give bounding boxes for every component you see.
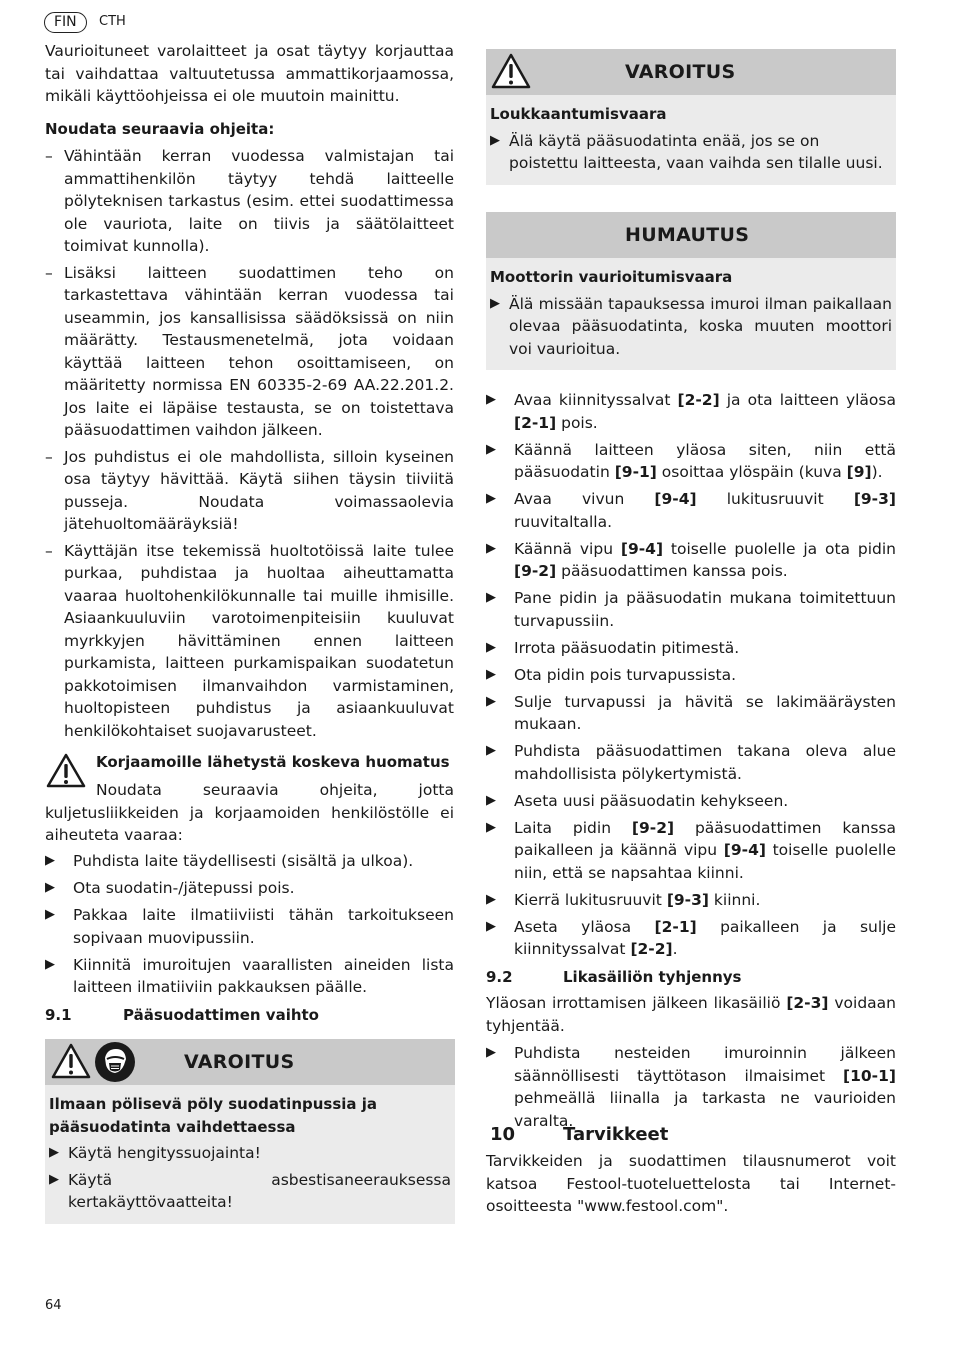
workshop-steps xyxy=(45,850,454,1003)
list-item: ▶ Käytä asbestisaneerauksessa kertakäyttövaatteita! xyxy=(49,1169,451,1214)
step-item: ▶ Laita pidin [9-2] pääsuodattimen kanssa paikalleen ja käännä vipu [9-4] toiselle puolelle niin, että se napsahtaa kiinni. xyxy=(486,817,896,885)
step-item: ▶ Puhdista nesteiden imuroinnin jälkeen säännöllisesti täyttötason ilmaisimet [10-1] pehmeällä liinalla ja tarkasta ne vaurioiden varalta. xyxy=(486,1042,896,1132)
step-item: ▶ Aseta uusi pääsuodatin kehykseen. xyxy=(486,790,896,813)
step-item: ▶ Kierrä lukitusruuvit [9-3] kiinni. xyxy=(486,889,896,912)
section-number: 10 xyxy=(490,1124,516,1145)
section-9-2-text: Yläosan irrottamisen jälkeen likasäiliö [2-3] voidaan tyhjentää. xyxy=(486,994,896,1035)
step-item: ▶ Käännä laitteen yläosa siten, niin että pääsuodatin [9-1] osoittaa ylöspäin (kuva [9]). xyxy=(486,439,896,484)
warning-triangle-icon xyxy=(50,1042,92,1082)
list-item: – Käyttäjän itse tekemissä huoltotöissä laite tulee purkaa, puhdistaa ja huoltaa aiheuttamatta vaaraa huoltohenkilökunnalle tai muille ihmisille. Asiaankuuluviin varotoimenpiteisiin kuuluvat myrkkyjen hävittäminen ennen laitteen purkamista, laitteen purkamispaikan suodatetun pakkotoimisen ilmanvaihdon varmistaminen, huoltopisteen puhdistus ja asiaankuuluvat henkilökohtaiset suojavarusteet. xyxy=(45,540,454,743)
step-item: ▶ Puhdista pääsuodattimen takana oleva alue mahdollisista pölykertymistä. xyxy=(486,740,896,785)
notice-box-body xyxy=(486,258,896,370)
step-item: ▶ Pane pidin ja pääsuodatin mukana toimitettuun turvapussiin. xyxy=(486,587,896,632)
list-item: ▶ Kiinnitä imuroitujen vaarallisten aineiden lista laitteen ilmatiiviin pakkauksen päälle. xyxy=(45,954,454,999)
warning-heading: Ilmaan pölisevä pöly suodatinpussia ja pääsuodatinta vaihdettaessa xyxy=(49,1095,378,1136)
notice-items xyxy=(490,293,892,361)
injury-warning-box xyxy=(486,49,896,185)
warning-items xyxy=(49,1142,451,1214)
warning-box-header xyxy=(45,1039,455,1085)
warning-box-body xyxy=(486,95,896,185)
step-item: ▶ Avaa kiinnityssalvat [2-2] ja ota laitteen yläosa [2-1] pois. xyxy=(486,389,896,434)
section-title: Tarvikkeet xyxy=(563,1124,669,1145)
section-number: 9.2 xyxy=(486,968,513,986)
list-item: ▶ Älä käytä pääsuodatinta enää, jos se on poistettu laitteesta, vaan vaihda sen tilalle uusi. xyxy=(490,130,892,175)
step-item: ▶ Aseta yläosa [2-1] paikalleen ja sulje kiinnityssalvat [2-2]. xyxy=(486,916,896,961)
intro-paragraph: Vaurioituneet varolaitteet ja osat täytyy korjauttaa tai vaihdattaa valtuutetussa ammattikorjaamossa, mikäli käyttöohjeissa ei ole muutoin mainittu. xyxy=(45,42,454,105)
warning-title: VAROITUS xyxy=(184,1051,295,1073)
workshop-text: Noudata seuraavia ohjeita, jotta kuljetusliikkeiden ja korjaamoiden henkilöstölle ei aiheuteta vaaraa: xyxy=(45,781,454,844)
warning-heading: Loukkaantumisvaara xyxy=(490,105,667,123)
section-title: Pääsuodattimen vaihto xyxy=(123,1006,319,1024)
motor-notice-box xyxy=(486,212,896,370)
section-heading-10 xyxy=(486,1123,900,1147)
language-badge: FIN xyxy=(44,12,87,33)
section-heading-9-2 xyxy=(486,966,896,989)
section-title: Likasäiliön tyhjennys xyxy=(563,968,742,986)
list-item: ▶ Ota suodatin-/jätepussi pois. xyxy=(45,877,454,900)
step-item: ▶ Sulje turvapussi ja hävitä se lakimääräysten mukaan. xyxy=(486,691,896,736)
warning-items xyxy=(490,130,892,175)
step-item: ▶ Irrota pääsuodatin pitimestä. xyxy=(486,637,896,660)
page-number: 64 xyxy=(45,1298,62,1313)
section-10-text: Tarvikkeiden ja suodattimen tilausnumerot voit katsoa Festool-tuoteluettelosta tai Internet-osoitteesta "www.festool.com". xyxy=(486,1152,896,1215)
list-item: – Jos puhdistus ei ole mahdollista, silloin kyseinen osa täytyy hävittää. Käytä siihen täysin tiiviitä pusseja. Noudata voimassaolevia jätehuoltomääräyksiä! xyxy=(45,446,454,536)
list-item: – Lisäksi laitteen suodattimen teho on tarkastettava vähintään kerran vuodessa tai useammin, jos kansallisissa säädöksissä on niin määrätty. Testausmenetelmä, jota voidaan käyttää laitteen tehon osoittamiseen, on määritetty normissa EN 60335-2-69 AA.22.201.2. Jos laite ei läpäise testausta, se on toistettava pääsuodattimen vaihdon jälkeen. xyxy=(45,262,454,442)
maintenance-list xyxy=(45,145,454,742)
section-heading-9-1 xyxy=(45,1004,454,1027)
notice-title: HUMAUTUS xyxy=(625,224,750,246)
list-item: ▶ Puhdista laite täydellisesti (sisältä ja ulkoa). xyxy=(45,850,454,873)
respiratory-warning-box xyxy=(45,1039,455,1224)
warning-box-body xyxy=(45,1085,455,1224)
model-label: CTH xyxy=(99,14,126,29)
workshop-heading: Korjaamoille lähetystä koskeva huomatus xyxy=(96,753,450,771)
notice-heading: Moottorin vaurioitumisvaara xyxy=(490,268,733,286)
warning-title: VAROITUS xyxy=(625,61,736,83)
follow-heading: Noudata seuraavia ohjeita: xyxy=(45,120,275,138)
section-number: 9.1 xyxy=(45,1006,72,1024)
respirator-mask-icon xyxy=(94,1041,136,1083)
step-item: ▶ Ota pidin pois turvapussista. xyxy=(486,664,896,687)
filter-change-steps xyxy=(486,389,896,965)
step-item: ▶ Avaa vivun [9-4] lukitusruuvit [9-3] ruuvitaltalla. xyxy=(486,488,896,533)
list-item: ▶ Pakkaa laite ilmatiiviisti tähän tarkoitukseen sopivaan muovipussiin. xyxy=(45,904,454,949)
list-item: ▶ Älä missään tapauksessa imuroi ilman paikallaan olevaa pääsuodatinta, koska muuten moottori voi vaurioitua. xyxy=(490,293,892,361)
warning-triangle-icon xyxy=(490,52,532,92)
warning-box-header xyxy=(486,49,896,95)
list-item: ▶ Käytä hengityssuojainta! xyxy=(49,1142,451,1165)
list-item: – Vähintään kerran vuodessa valmistajan tai ammattihenkilön täytyy tehdä laitteelle pölyteknisen tarkastus (esim. ettei suodattimessa ole vauriota, laite on tiivis ja säätölaitteet toimivat kunnolla). xyxy=(45,145,454,258)
step-item: ▶ Käännä vipu [9-4] toiselle puolelle ja ota pidin [9-2] pääsuodattimen kanssa pois. xyxy=(486,538,896,583)
notice-box-header xyxy=(486,212,896,258)
